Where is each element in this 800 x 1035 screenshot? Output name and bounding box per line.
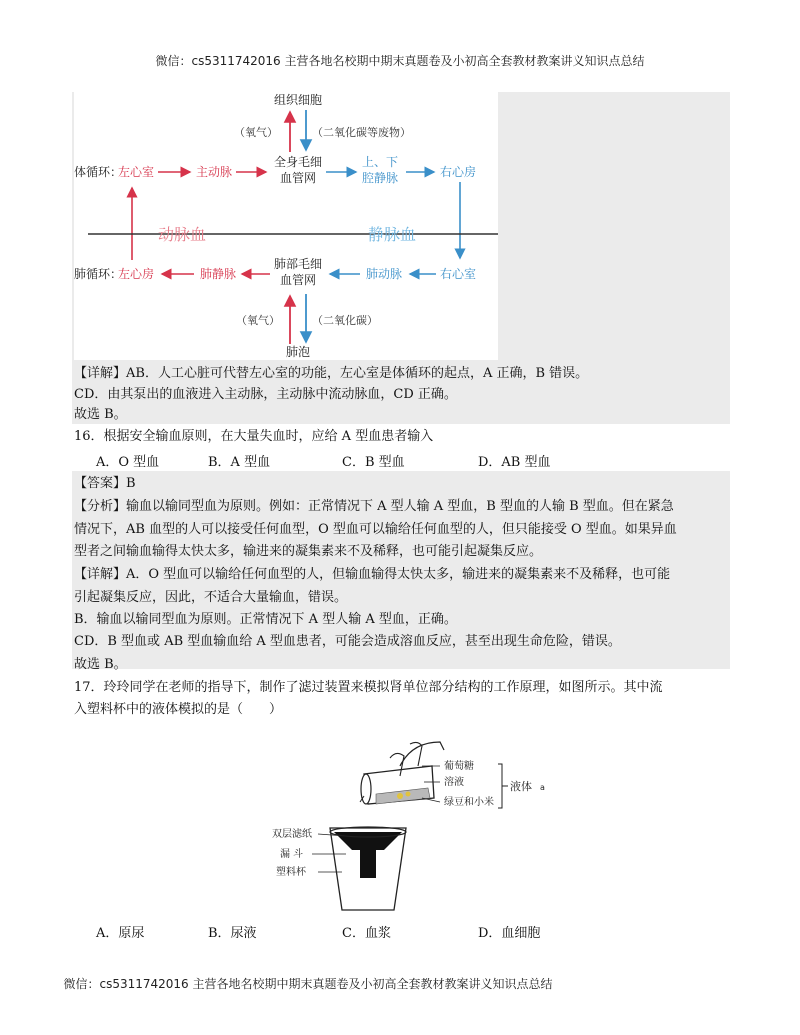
co2-label: （二氧化碳） [312,314,378,327]
q17-option-d: D．血细胞 [478,926,541,941]
pulmonary-artery-label: 肺动脉 [366,267,403,281]
q16-detail-b: B．输血以输同型血为原则。正常情况下 A 型人输 A 型血，正确。 [74,612,457,627]
q16-analysis-line-1: 【分析】输血以输同型血为原则。例如：正常情况下 A 型人输 A 型血，B 型血的人输 B 型血。但在紧急 [74,499,674,514]
page-footer: 微信：cs5311742016 主营各地名校期中期末真题卷及小初高全套教材教案讲义知识点总结 [63,977,553,991]
q17-option-c: C．血浆 [342,926,391,941]
blood-circulation-diagram [74,92,498,360]
solution-label: 溶液 [444,777,464,788]
lung-capillaries-label-2: 血管网 [279,273,317,287]
q17-option-b: B．尿液 [208,926,257,941]
right-ventricle-label: 右心室 [440,267,477,281]
q16-option-a: A．O 型血 [96,455,160,470]
q16-option-c: C．B 型血 [342,455,405,470]
aorta-label: 主动脉 [196,165,233,179]
pulmonary-vein-label: 肺静脉 [200,267,237,281]
oxygen-label-2: （氧气） [236,314,280,327]
plastic-cup-label: 塑料杯 [276,867,306,878]
q17-stem-line-2: 入塑料杯中的液体模拟的是（ ） [74,702,283,717]
beans-millet-label: 绿豆和小米 [444,797,494,808]
alveoli-label: 肺泡 [285,345,311,359]
oxygen-label: （氧气） [234,126,278,139]
body-capillaries-label-1: 全身毛细 [273,155,323,169]
pulmonary-circulation-label: 肺循环： [74,267,123,281]
q15-choose: 故选 B。 [74,407,127,422]
q15-detail: 【详解】AB．人工心脏可代替左心室的功能，左心室是体循环的起点，A 正确，B 错误。 [74,366,589,381]
arterial-blood-label: 动脉血 [158,225,207,244]
left-atrium-label: 左心房 [118,267,155,281]
q16-option-d: D．AB 型血 [478,455,551,470]
liquid-label: 液体 [510,780,532,793]
q16-answer: 【答案】B [74,476,136,491]
q17-stem-line-1: 17．玲玲同学在老师的指导下，制作了滤过装置来模拟肾单位部分结构的工作原理，如图所示。其中流 [74,680,663,695]
right-atrium-label: 右心房 [440,165,477,179]
q16-analysis-line-3: 型者之间输血输得太快太多，输进来的凝集素来不及稀释，也可能引起凝集反应。 [74,544,543,559]
q16-detail-cd: CD．B 型血或 AB 型血输血给 A 型血患者，可能会造成溶血反应，甚至出现生命危险，错误。 [74,634,621,649]
q16-option-b: B．A 型血 [208,455,271,470]
q17-option-a: A．原尿 [96,926,145,941]
filter-paper-label: 双层滤纸 [272,829,312,840]
venous-blood-label: 静脉血 [368,225,417,244]
q16-stem: 16．根据安全输血原则，在大量失血时，应给 A 型血患者输入 [74,429,434,444]
body-capillaries-label-2: 血管网 [279,171,317,185]
glucose-label: 葡萄糖 [444,761,474,772]
tissue-cells-label: 组织细胞 [273,93,323,107]
systemic-circulation-label: 体循环： [74,165,123,179]
liquid-mark: a [540,783,545,792]
left-ventricle-label: 左心室 [118,165,155,179]
lung-capillaries-label-1: 肺部毛细 [273,257,323,271]
q16-detail-line-2: 引起凝集反应，因此，不适合大量输血，错误。 [74,590,348,605]
filtration-device-figure [272,736,562,912]
page-header: 微信：cs5311742016 主营各地名校期中期末真题卷及小初高全套教材教案讲义知识点总结 [155,54,645,68]
q16-choose: 故选 B。 [74,657,127,672]
funnel-label: 漏 斗 [280,849,304,860]
q15-detail-cd: CD．由其泵出的血液进入主动脉，主动脉中流动脉血，CD 正确。 [74,387,457,402]
q16-analysis-line-2: 情况下，AB 血型的人可以接受任何血型，O 型血可以输给任何血型的人，但只能接受 O 型血。如果异血 [74,522,677,537]
co2-waste-label: （二氧化碳等废物） [312,126,411,139]
venae-cavae-label-2: 腔静脉 [361,171,399,185]
q16-detail-line-1: 【详解】A．O 型血可以输给任何血型的人，但输血输得太快太多，输进来的凝集素来不及稀释，也可能 [74,567,671,582]
venae-cavae-label-1: 上、下 [361,155,399,169]
